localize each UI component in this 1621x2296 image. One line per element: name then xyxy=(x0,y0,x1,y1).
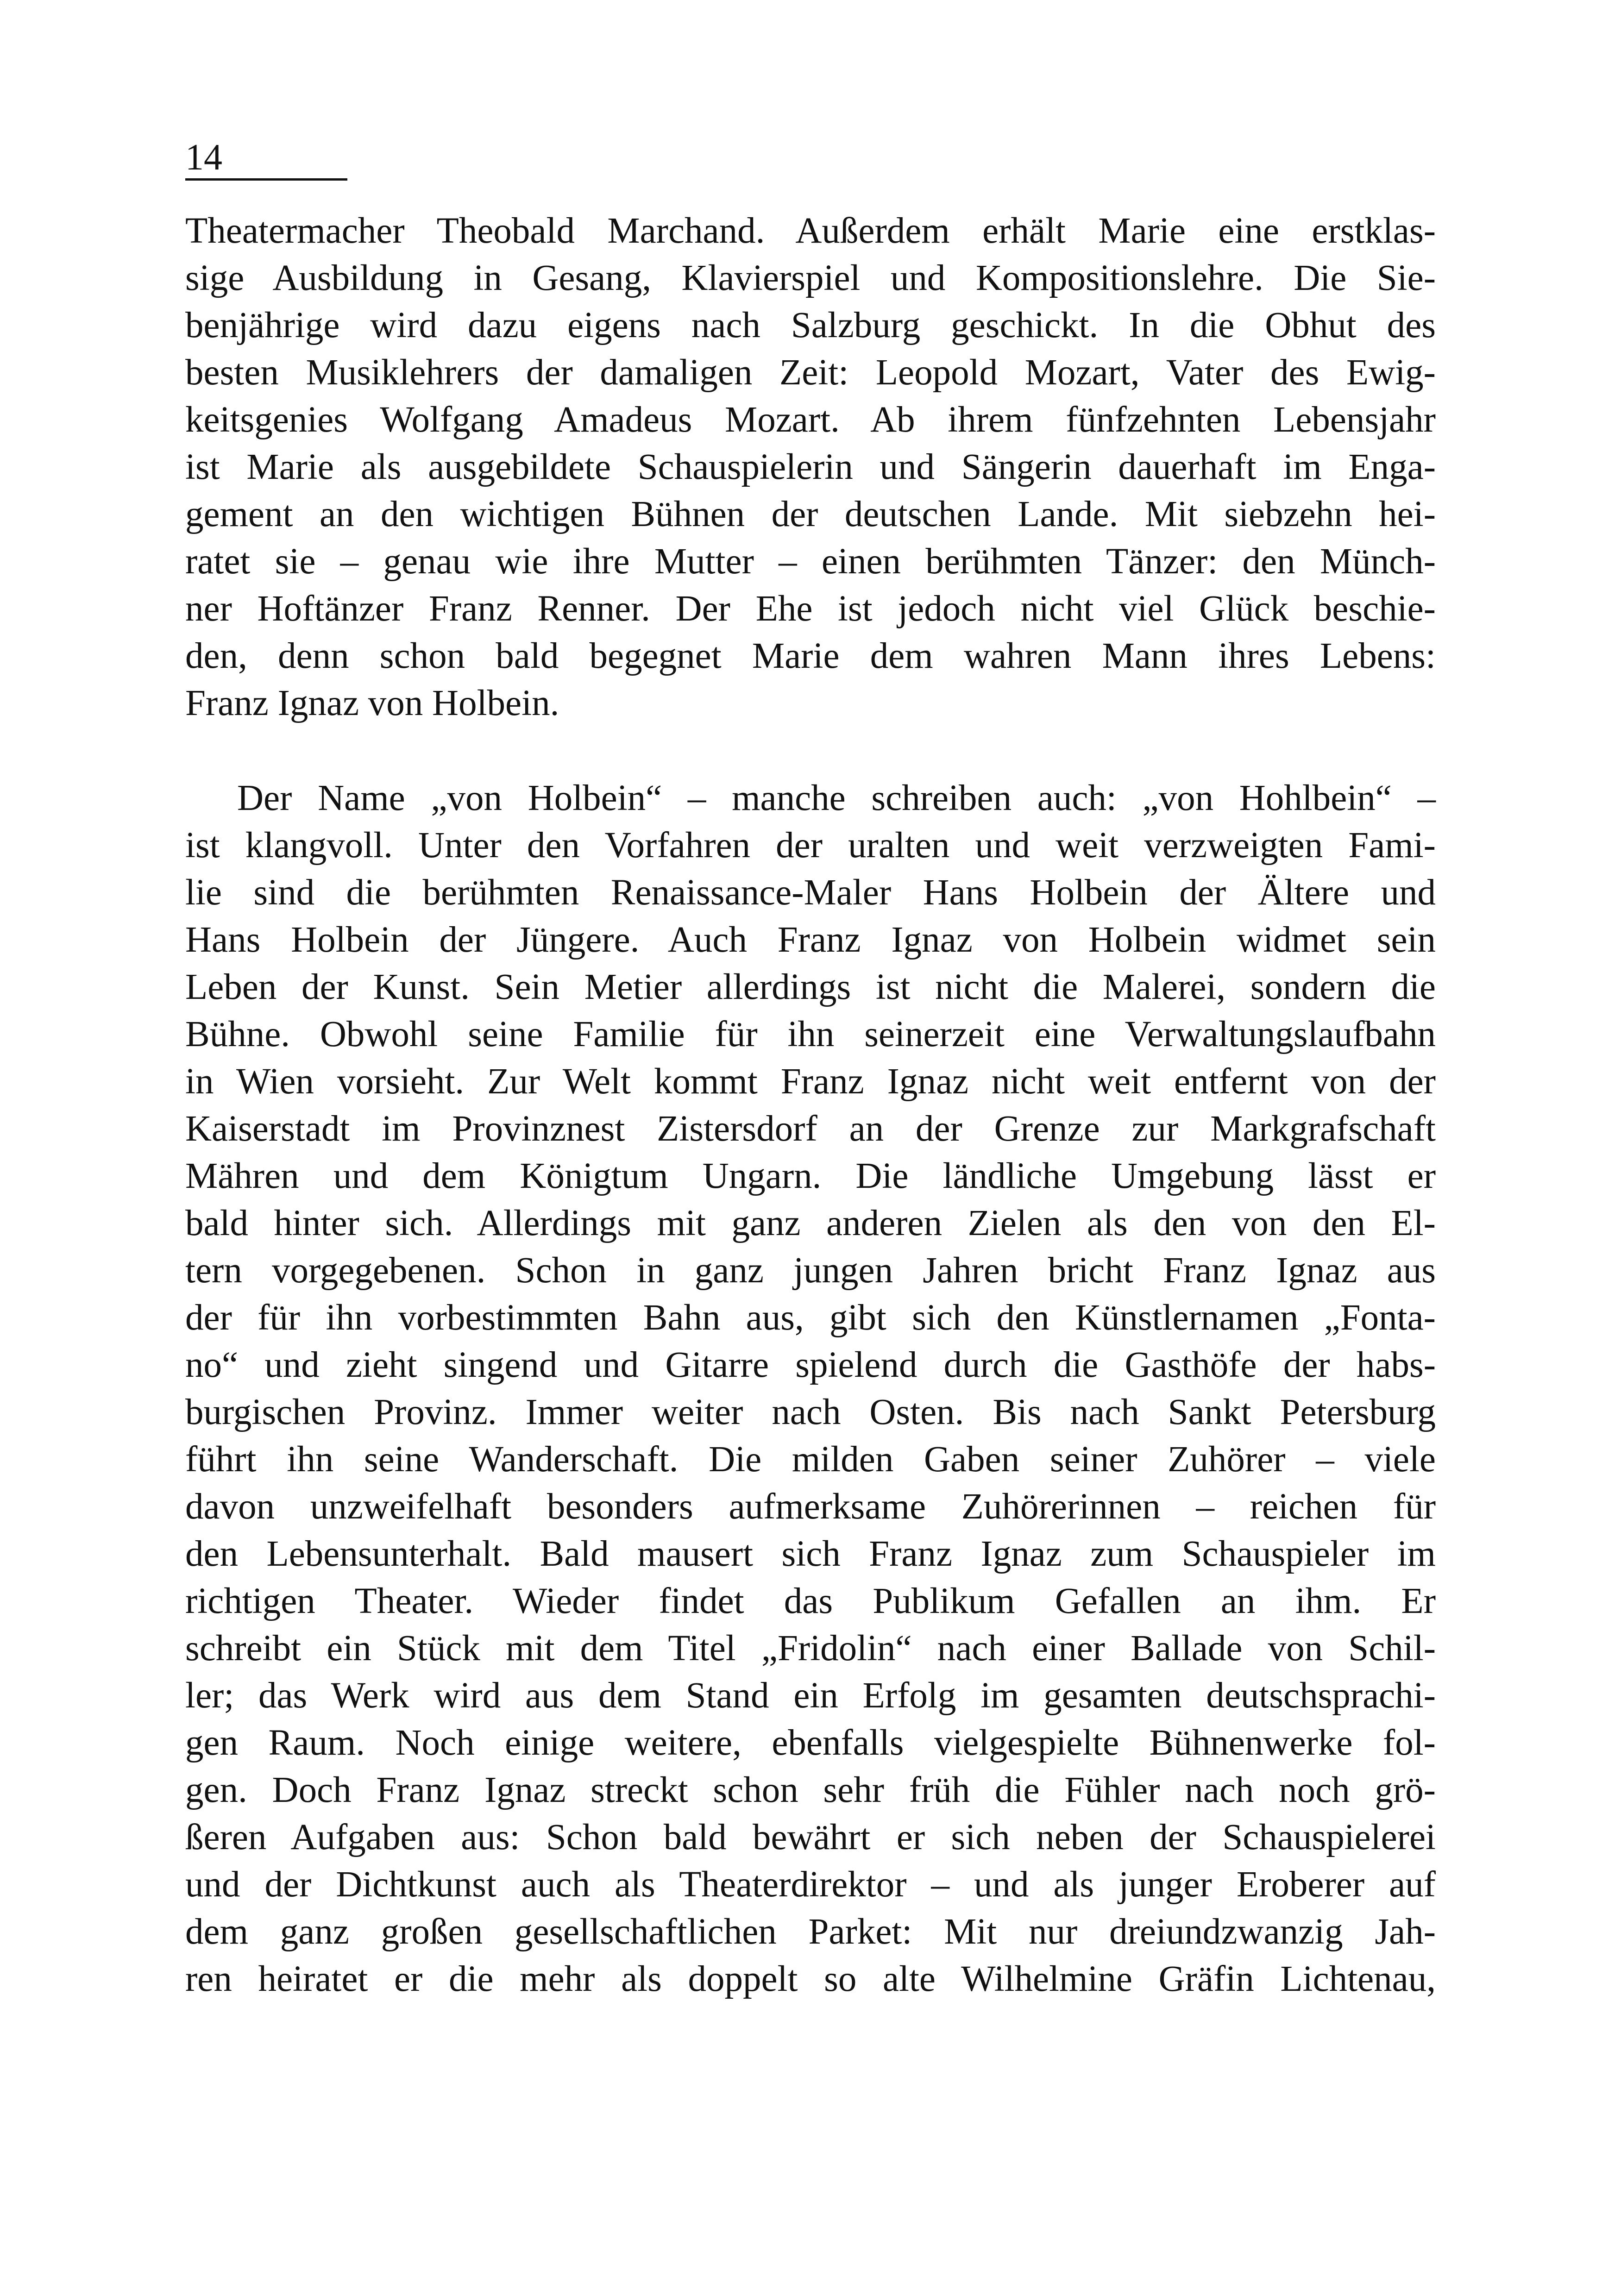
text-line: ler; das Werk wird aus dem Stand ein Erfolg im gesamten deutschsprachi- xyxy=(185,1675,1436,1716)
text-line: dem ganz großen gesellschaftlichen Parket: Mit nur dreiundzwanzig Jah- xyxy=(185,1912,1436,1952)
text-line: Kaiserstadt im Provinznest Zistersdorf an der Grenze zur Markgrafschaft xyxy=(185,1109,1436,1149)
text-line: den, denn schon bald begegnet Marie dem wahren Mann ihres Lebens: xyxy=(185,636,1436,676)
text-line: den Lebensunterhalt. Bald mausert sich Franz Ignaz zum Schauspieler im xyxy=(185,1534,1436,1574)
text-line: ratet sie – genau wie ihre Mutter – einen berühmten Tänzer: den Münch- xyxy=(185,541,1436,582)
text-line: der für ihn vorbestimmten Bahn aus, gibt sich den Künstlernamen „Fonta- xyxy=(185,1298,1436,1338)
text-line: Der Name „von Holbein“ – manche schreiben auch: „von Hohlbein“ – xyxy=(237,778,1436,818)
paragraph-2 xyxy=(185,775,1436,2003)
text-line: führt ihn seine Wanderschaft. Die milden Gaben seiner Zuhörer – viele xyxy=(185,1439,1436,1480)
text-line: ner Hoftänzer Franz Renner. Der Ehe ist jedoch nicht viel Glück beschie- xyxy=(185,589,1436,629)
text-line: ßeren Aufgaben aus: Schon bald bewährt er sich neben der Schauspielerei xyxy=(185,1817,1436,1857)
page-number: 14 xyxy=(185,134,347,181)
text-line: schreibt ein Stück mit dem Titel „Fridolin“ nach einer Ballade von Schil- xyxy=(185,1628,1436,1669)
text-line: Mähren und dem Königtum Ungarn. Die ländliche Umgebung lässt er xyxy=(185,1156,1436,1196)
text-line: tern vorgegebenen. Schon in ganz jungen Jahren bricht Franz Ignaz aus xyxy=(185,1250,1436,1291)
text-line: Bühne. Obwohl seine Familie für ihn seinerzeit eine Verwaltungslaufbahn xyxy=(185,1014,1436,1054)
text-line: ren heiratet er die mehr als doppelt so alte Wilhelmine Gräfin Lichtenau, xyxy=(185,1959,1436,1999)
paragraph-1 xyxy=(185,207,1436,727)
text-line: Theatermacher Theobald Marchand. Außerdem erhält Marie eine erstklas- xyxy=(185,211,1436,251)
text-line: sige Ausbildung in Gesang, Klavierspiel und Kompositionslehre. Die Sie- xyxy=(185,258,1436,298)
text-line: ist klangvoll. Unter den Vorfahren der uralten und weit verzweigten Fami- xyxy=(185,825,1436,866)
text-line: davon unzweifelhaft besonders aufmerksame Zuhörerinnen – reichen für xyxy=(185,1487,1436,1527)
text-line: gement an den wichtigen Bühnen der deutschen Lande. Mit siebzehn hei- xyxy=(185,494,1436,534)
text-line: bald hinter sich. Allerdings mit ganz anderen Zielen als den von den El- xyxy=(185,1203,1436,1243)
text-line: ist Marie als ausgebildete Schauspielerin und Sängerin dauerhaft im Enga- xyxy=(185,447,1436,487)
text-line: Hans Holbein der Jüngere. Auch Franz Ignaz von Holbein widmet sein xyxy=(185,920,1436,960)
text-line: burgischen Provinz. Immer weiter nach Osten. Bis nach Sankt Petersburg xyxy=(185,1392,1436,1432)
text-line: in Wien vorsieht. Zur Welt kommt Franz Ignaz nicht weit entfernt von der xyxy=(185,1061,1436,1102)
text-line: no“ und zieht singend und Gitarre spielend durch die Gasthöfe der habs- xyxy=(185,1345,1436,1385)
text-line: gen Raum. Noch einige weitere, ebenfalls vielgespielte Bühnenwerke fol- xyxy=(185,1723,1436,1763)
text-line: richtigen Theater. Wieder findet das Publikum Gefallen an ihm. Er xyxy=(185,1581,1436,1621)
text-line: Leben der Kunst. Sein Metier allerdings ist nicht die Malerei, sondern die xyxy=(185,967,1436,1007)
text-line: lie sind die berühmten Renaissance-Maler Hans Holbein der Ältere und xyxy=(185,872,1436,913)
text-line: gen. Doch Franz Ignaz streckt schon sehr früh die Fühler nach noch grö- xyxy=(185,1770,1436,1810)
text-line: keitsgenies Wolfgang Amadeus Mozart. Ab ihrem fünfzehnten Lebensjahr xyxy=(185,400,1436,440)
text-line: Franz Ignaz von Holbein. xyxy=(185,683,559,723)
text-line: besten Musiklehrers der damaligen Zeit: Leopold Mozart, Vater des Ewig- xyxy=(185,352,1436,393)
text-line: und der Dichtkunst auch als Theaterdirektor – und als junger Eroberer auf xyxy=(185,1864,1436,1905)
text-line: benjährige wird dazu eigens nach Salzburg geschickt. In die Obhut des xyxy=(185,305,1436,345)
